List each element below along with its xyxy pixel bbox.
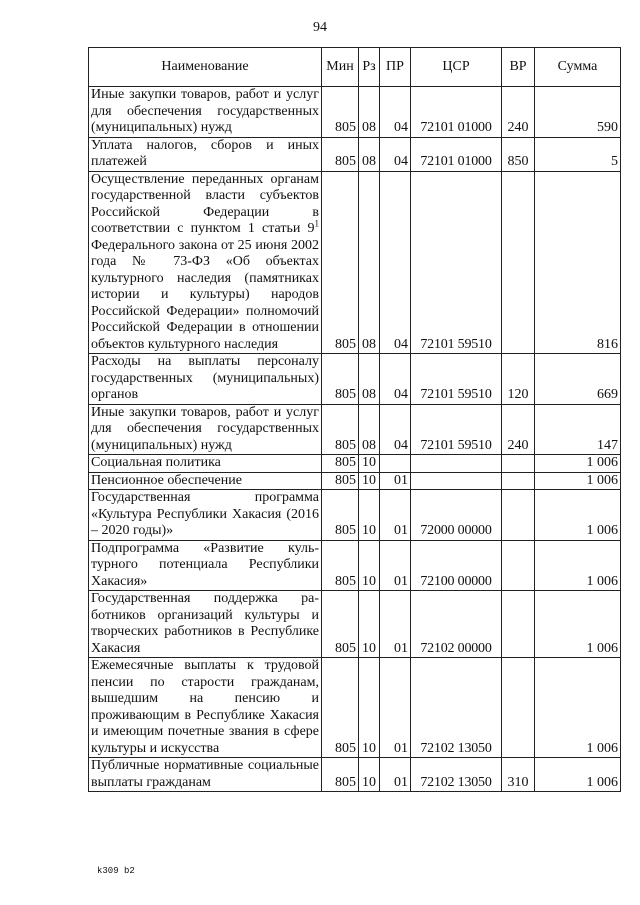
row-min: 805 — [322, 354, 359, 405]
header-name: Наименование — [89, 48, 322, 87]
row-pr — [380, 455, 411, 473]
row-csr: 72000 00000 — [411, 490, 502, 541]
row-rz: 08 — [359, 87, 380, 138]
row-pr: 01 — [380, 540, 411, 591]
header-min: Мин — [322, 48, 359, 87]
header-vr: ВР — [502, 48, 535, 87]
row-min: 805 — [322, 137, 359, 171]
row-rz: 10 — [359, 591, 380, 658]
row-vr: 120 — [502, 354, 535, 405]
row-min: 805 — [322, 591, 359, 658]
row-vr: 240 — [502, 404, 535, 455]
row-sum: 1 006 — [535, 455, 621, 473]
header-row — [89, 48, 621, 87]
table-row — [89, 137, 621, 171]
superscript-marker: 1 — [314, 218, 319, 229]
table-row — [89, 758, 621, 792]
row-sum: 1 006 — [535, 540, 621, 591]
row-vr — [502, 658, 535, 758]
row-min: 805 — [322, 540, 359, 591]
row-vr — [502, 591, 535, 658]
header-csr: ЦСР — [411, 48, 502, 87]
row-vr — [502, 540, 535, 591]
header-pr: ПР — [380, 48, 411, 87]
row-sum: 816 — [535, 171, 621, 354]
row-csr — [411, 455, 502, 473]
row-name-part: Федерального закона от 25 июня 2002 года № 73-ФЗ «Об объектах культурного наследия (памятниках истории и культуры) народов Российской Федерации» полномочий Российской Федерации в отношении объектов культурного наследия — [91, 237, 319, 352]
row-rz: 10 — [359, 472, 380, 490]
row-name: Расходы на выплаты персоналу государственных (муниципальных) органов — [89, 354, 322, 405]
table-row — [89, 87, 621, 138]
row-pr: 04 — [380, 137, 411, 171]
row-min: 805 — [322, 87, 359, 138]
row-rz: 10 — [359, 540, 380, 591]
row-vr — [502, 455, 535, 473]
row-sum: 1 006 — [535, 758, 621, 792]
row-min: 805 — [322, 404, 359, 455]
row-rz: 10 — [359, 455, 380, 473]
budget-table — [88, 47, 621, 792]
table-row — [89, 658, 621, 758]
row-csr: 72102 00000 — [411, 591, 502, 658]
row-sum: 590 — [535, 87, 621, 138]
row-rz: 08 — [359, 171, 380, 354]
row-name: Иные закупки товаров, работ и услуг для обеспечения государственных (муниципальных) нужд — [89, 404, 322, 455]
row-csr: 72101 01000 — [411, 87, 502, 138]
row-name: Государственная программа «Культура Республики Хакасия (2016 – 2020 годы)» — [89, 490, 322, 541]
row-sum: 147 — [535, 404, 621, 455]
row-vr: 310 — [502, 758, 535, 792]
row-rz: 10 — [359, 490, 380, 541]
row-vr: 240 — [502, 87, 535, 138]
row-min: 805 — [322, 658, 359, 758]
table-row — [89, 171, 621, 354]
row-pr: 01 — [380, 591, 411, 658]
table-row — [89, 354, 621, 405]
row-vr — [502, 171, 535, 354]
row-pr: 04 — [380, 171, 411, 354]
row-csr: 72101 59510 — [411, 354, 502, 405]
header-sum: Сумма — [535, 48, 621, 87]
table-row — [89, 540, 621, 591]
row-name — [89, 171, 322, 354]
row-csr: 72101 59510 — [411, 404, 502, 455]
row-pr: 01 — [380, 658, 411, 758]
row-sum: 669 — [535, 354, 621, 405]
table-row — [89, 490, 621, 541]
row-name: Пенсионное обеспечение — [89, 472, 322, 490]
row-sum: 1 006 — [535, 591, 621, 658]
table-row — [89, 591, 621, 658]
header-rz: Рз — [359, 48, 380, 87]
row-min: 805 — [322, 472, 359, 490]
row-name: Уплата налогов, сборов и иных платежей — [89, 137, 322, 171]
row-pr: 01 — [380, 758, 411, 792]
row-name: Подпрограмма «Развитие культурного потенциала Республики Хакасия» — [89, 540, 322, 591]
row-pr: 01 — [380, 472, 411, 490]
row-pr: 04 — [380, 87, 411, 138]
row-csr: 72101 59510 — [411, 171, 502, 354]
row-pr: 01 — [380, 490, 411, 541]
row-min: 805 — [322, 490, 359, 541]
row-pr: 04 — [380, 404, 411, 455]
table-row — [89, 472, 621, 490]
table-row — [89, 404, 621, 455]
row-name-part: Осуществление переданных органам государственной власти субъектов Российской Федерации в соответствии с пунктом 1 статьи 9 — [91, 171, 319, 236]
row-rz: 08 — [359, 354, 380, 405]
row-vr — [502, 490, 535, 541]
row-min: 805 — [322, 758, 359, 792]
row-rz: 10 — [359, 658, 380, 758]
row-rz: 10 — [359, 758, 380, 792]
row-sum: 5 — [535, 137, 621, 171]
row-sum: 1 006 — [535, 472, 621, 490]
row-vr: 850 — [502, 137, 535, 171]
row-csr: 72102 13050 — [411, 658, 502, 758]
row-name: Ежемесячные выплаты к трудовой пенсии по старости гражданам, вышедшим на пенсию и проживающим в Республике Хакасия и имеющим почетные звания в сфере культуры и искусства — [89, 658, 322, 758]
row-csr: 72101 01000 — [411, 137, 502, 171]
row-rz: 08 — [359, 137, 380, 171]
row-name: Иные закупки товаров, работ и услуг для обеспечения государственных (муниципальных) нужд — [89, 87, 322, 138]
table-row — [89, 455, 621, 473]
row-csr — [411, 472, 502, 490]
row-pr: 04 — [380, 354, 411, 405]
row-name: Публичные нормативные социальные выплаты гражданам — [89, 758, 322, 792]
row-csr: 72100 00000 — [411, 540, 502, 591]
row-name: Социальная политика — [89, 455, 322, 473]
row-min: 805 — [322, 171, 359, 354]
page-number: 94 — [313, 20, 327, 35]
row-name: Государственная поддержка работников организаций культуры и творческих работников в Республике Хакасия — [89, 591, 322, 658]
row-sum: 1 006 — [535, 658, 621, 758]
row-vr — [502, 472, 535, 490]
row-rz: 08 — [359, 404, 380, 455]
document-code: k309 b2 — [97, 866, 135, 876]
row-sum: 1 006 — [535, 490, 621, 541]
row-csr: 72102 13050 — [411, 758, 502, 792]
row-min: 805 — [322, 455, 359, 473]
